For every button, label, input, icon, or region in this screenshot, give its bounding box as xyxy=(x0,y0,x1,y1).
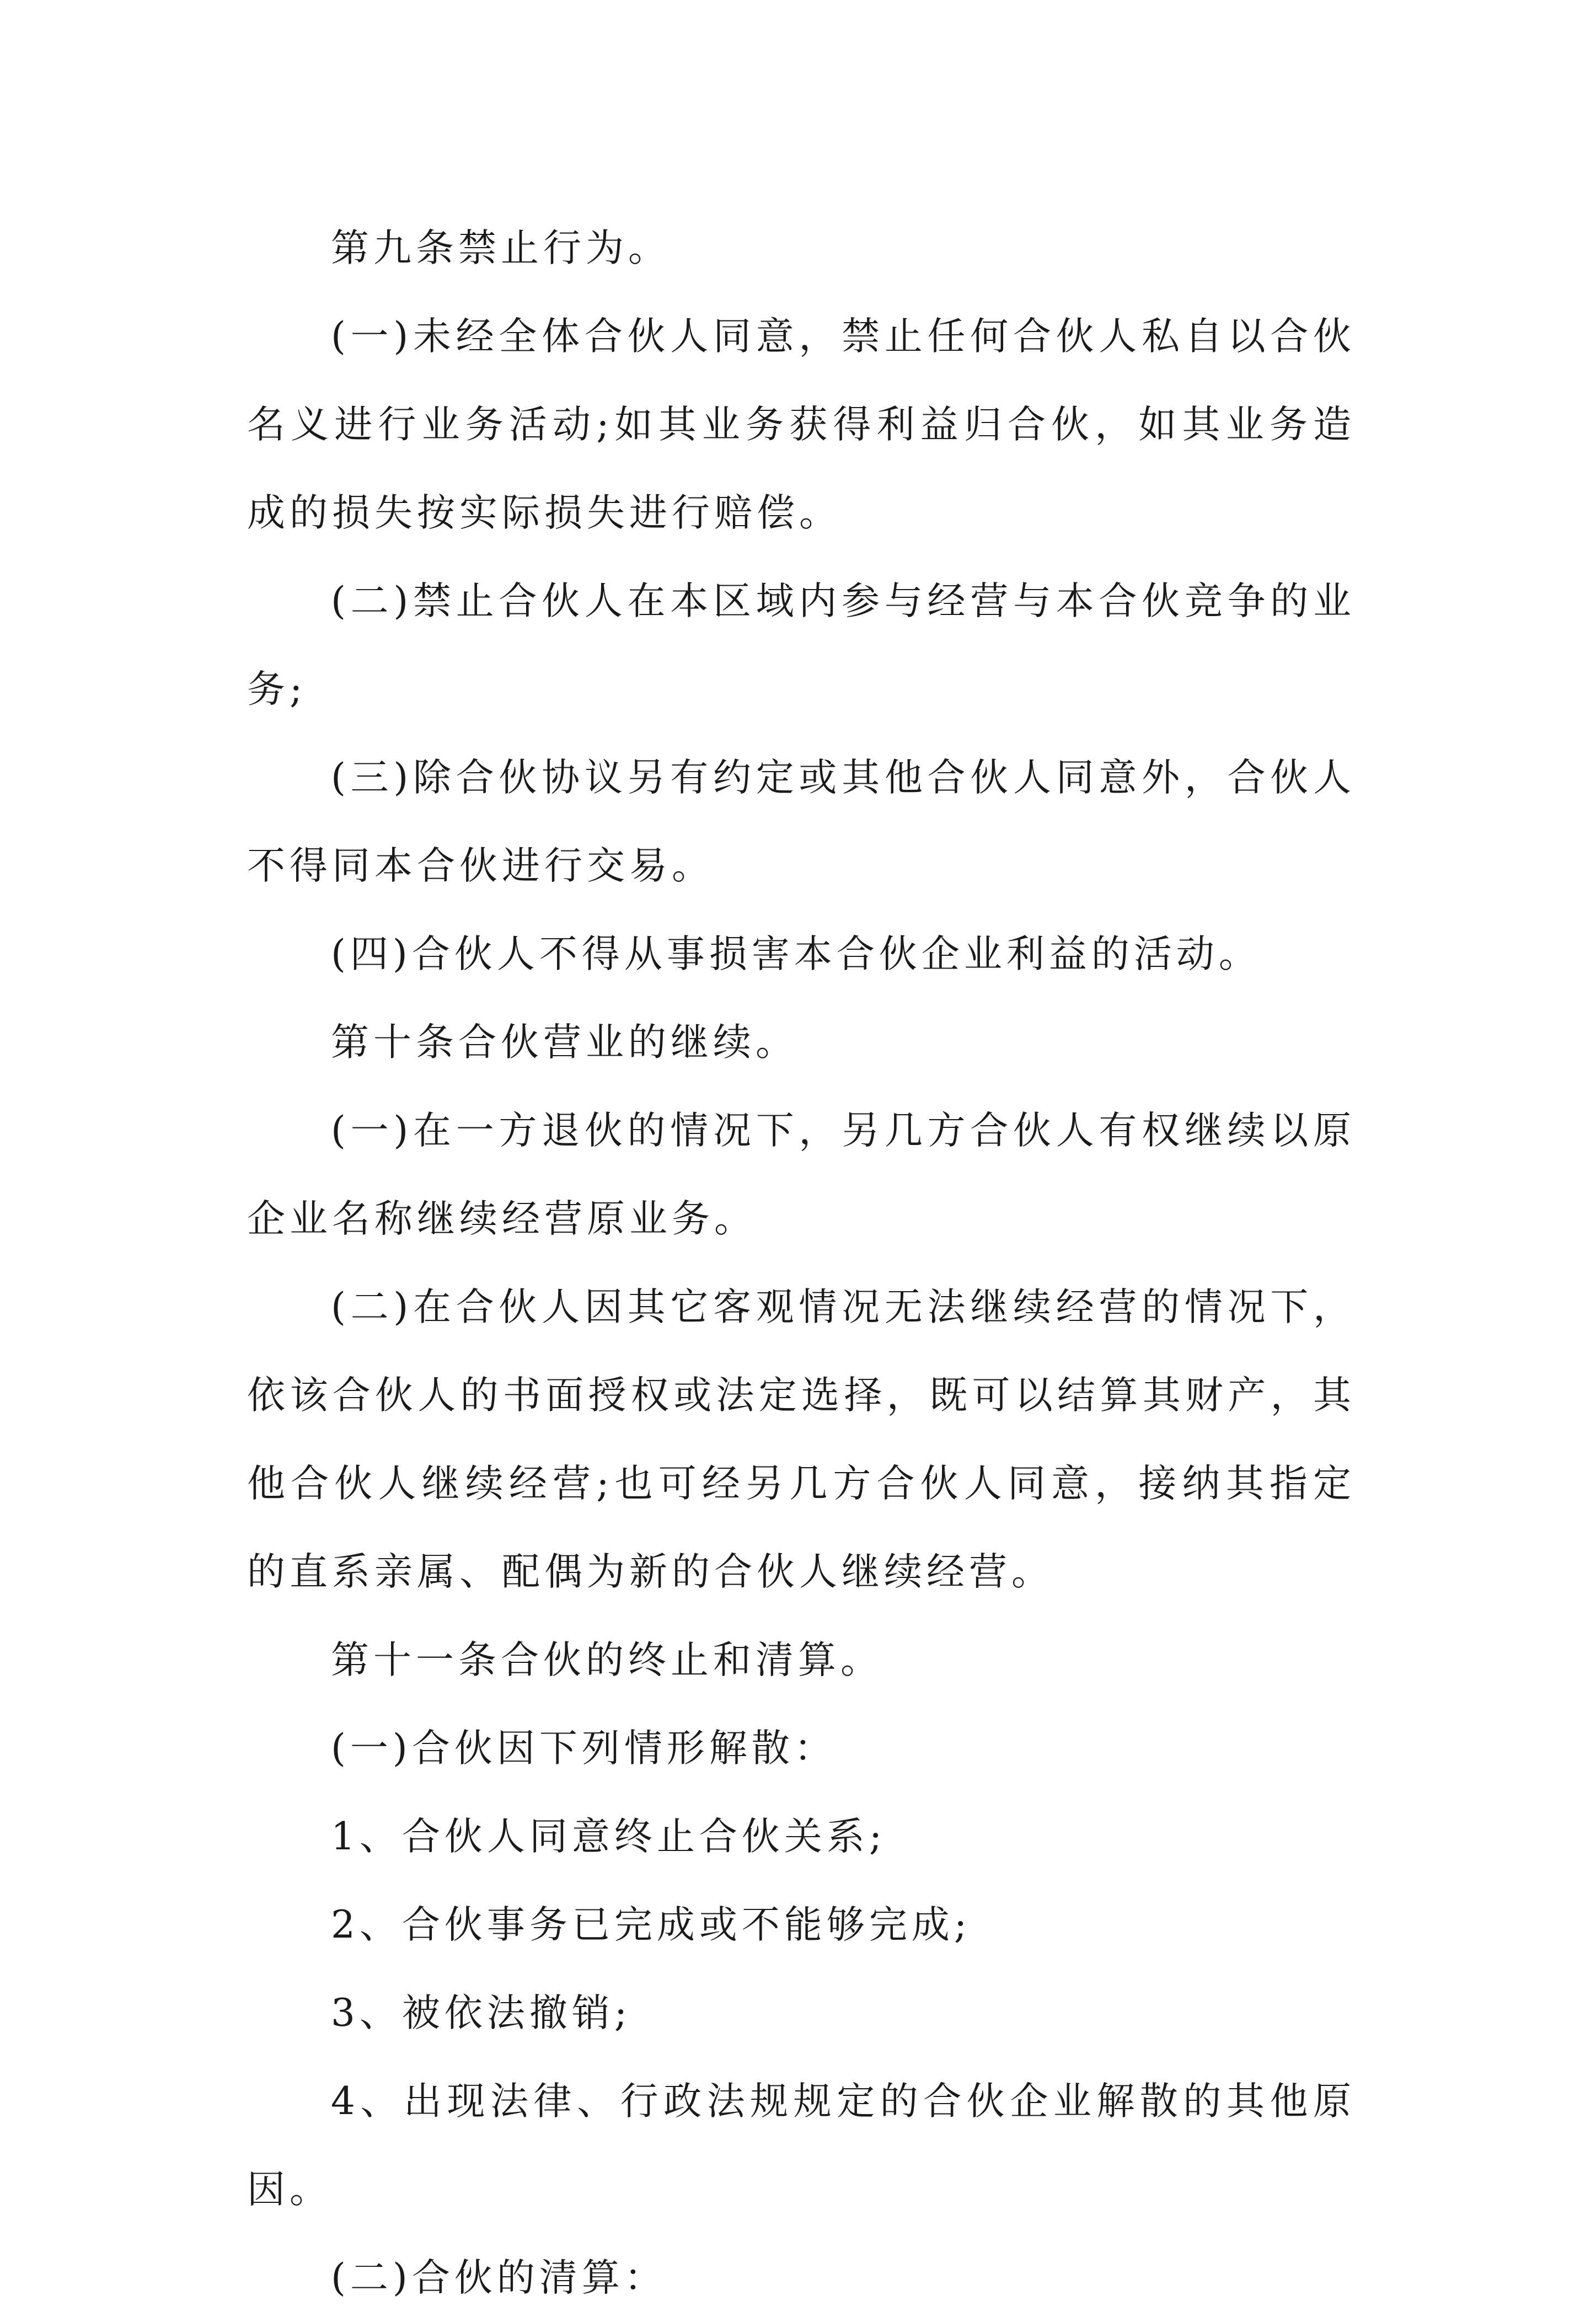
dissolution-item-1: 1、合伙人同意终止合伙关系; xyxy=(331,1815,887,1859)
article-10-clause-2: (二)在合伙人因其它客观情况无法继续经营的情况下，依该合伙人的书面授权或法定选择，既可以结算其财产，其他合伙人继续经营;也可经另几方合伙人同意，接纳其指定的直系亲属、配偶为新的合伙人继续经营。 xyxy=(247,1285,1356,1594)
article-9-clause-2: (二)禁止合伙人在本区域内参与经营与本合伙竞争的业务; xyxy=(247,579,1356,711)
dissolution-item-3: 3、被依法撤销; xyxy=(331,1991,632,2035)
dissolution-item-4: 4、出现法律、行政法规规定的合伙企业解散的其他原因。 xyxy=(247,2079,1356,2212)
article-11-clause-1: (一)合伙因下列情形解散： xyxy=(331,1726,837,1770)
dissolution-item-2: 2、合伙事务已完成或不能够完成; xyxy=(331,1903,972,1947)
article-10-clause-1: (一)在一方退伙的情况下，另几方合伙人有权继续以原企业名称继续经营原业务。 xyxy=(247,1109,1356,1241)
article-11-clause-2: (二)合伙的清算： xyxy=(331,2256,667,2300)
article-9-clause-3: (三)除合伙协议另有约定或其他合伙人同意外，合伙人不得同本合伙进行交易。 xyxy=(247,756,1356,888)
article-9-heading: 第九条禁止行为。 xyxy=(331,226,671,270)
article-10-heading: 第十条合伙营业的继续。 xyxy=(331,1020,798,1064)
article-9-clause-1: (一)未经全体合伙人同意，禁止任何合伙人私自以合伙名义进行业务活动;如其业务获得利益归合伙，如其业务造成的损失按实际损失进行赔偿。 xyxy=(247,314,1356,535)
article-11-heading: 第十一条合伙的终止和清算。 xyxy=(331,1638,883,1682)
document-body xyxy=(247,204,1356,2322)
article-9-clause-4: (四)合伙人不得从事损害本合伙企业利益的活动。 xyxy=(331,932,1261,976)
